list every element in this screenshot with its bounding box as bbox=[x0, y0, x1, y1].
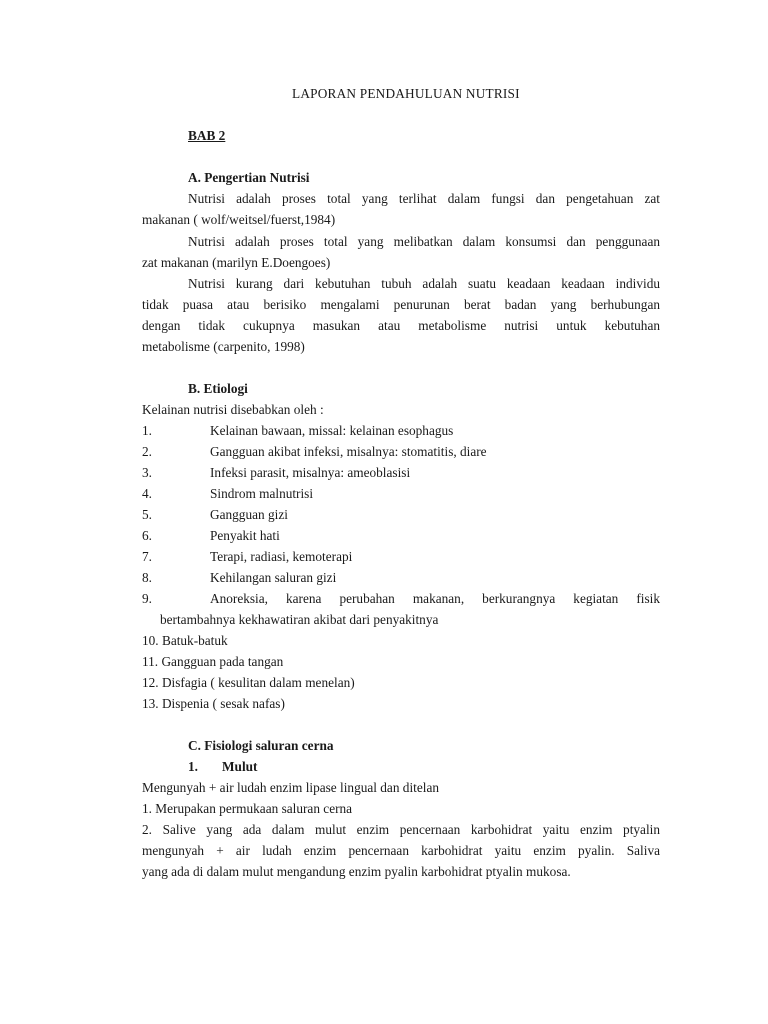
section-a-p1-line1: Nutrisi adalah proses total yang terlihat dalam fungsi dan pengetahuan zat bbox=[188, 191, 660, 206]
section-a-p3-line3: dengan tidak cukupnya masukan atau metabolisme nutrisi untuk kebutuhan bbox=[142, 318, 660, 333]
list-item-continuation: bertambahnya kekhawatiran akibat dari penyakitnya bbox=[160, 612, 439, 627]
list-item-number: 7. bbox=[142, 549, 152, 564]
list-item-number: 6. bbox=[142, 528, 152, 543]
section-a-p1-line2: makanan ( wolf/weitsel/fuerst,1984) bbox=[142, 212, 336, 227]
list-item-number: 8. bbox=[142, 570, 152, 585]
list-item-text: Penyakit hati bbox=[210, 528, 280, 543]
list-item-text: Sindrom malnutrisi bbox=[210, 486, 314, 501]
list-item-number: 3. bbox=[142, 465, 152, 480]
subsection-number: 1. bbox=[188, 759, 198, 774]
list-item-12: 12. Disfagia ( kesulitan dalam menelan) bbox=[142, 675, 355, 690]
section-b-intro: Kelainan nutrisi disebabkan oleh : bbox=[142, 402, 324, 417]
section-a-p2-line1: Nutrisi adalah proses total yang melibatkan dalam konsumsi dan penggunaan bbox=[188, 234, 660, 249]
section-a-p2-line2: zat makanan (marilyn E.Doengoes) bbox=[142, 255, 331, 270]
list-item-text: Anoreksia, karena perubahan makanan, berkurangnya kegiatan fisik bbox=[210, 591, 660, 606]
section-a-heading: A. Pengertian Nutrisi bbox=[188, 170, 310, 185]
list-item-text: Kehilangan saluran gizi bbox=[210, 570, 337, 585]
subsection-title: Mulut bbox=[222, 759, 258, 774]
list-item-text: Gangguan gizi bbox=[210, 507, 288, 522]
section-c-line3: 2. Salive yang ada dalam mulut enzim pencernaan karbohidrat yaitu enzim ptyalin bbox=[142, 822, 660, 837]
section-b-heading: B. Etiologi bbox=[188, 381, 248, 396]
list-item-number: 4. bbox=[142, 486, 152, 501]
section-a-p3-line2: tidak puasa atau berisiko mengalami penurunan berat badan yang berhubungan bbox=[142, 297, 660, 312]
section-c-line1: Mengunyah + air ludah enzim lipase lingual dan ditelan bbox=[142, 780, 439, 795]
list-item-text: Terapi, radiasi, kemoterapi bbox=[210, 549, 353, 564]
list-item-text: Infeksi parasit, misalnya: ameoblasisi bbox=[210, 465, 411, 480]
section-c-line5: yang ada di dalam mulut mengandung enzim pyalin karbohidrat ptyalin mukosa. bbox=[142, 864, 571, 879]
section-c-line2: 1. Merupakan permukaan saluran cerna bbox=[142, 801, 353, 816]
list-item-text: Kelainan bawaan, missal: kelainan esophagus bbox=[210, 423, 454, 438]
list-item-number: 2. bbox=[142, 444, 152, 459]
list-item-10: 10. Batuk-batuk bbox=[142, 633, 228, 648]
list-item-number: 1. bbox=[142, 423, 152, 438]
list-item-11: 11. Gangguan pada tangan bbox=[142, 654, 284, 669]
section-a-p3-line1: Nutrisi kurang dari kebutuhan tubuh adalah suatu keadaan keadaan individu bbox=[188, 276, 660, 291]
list-item-number: 9. bbox=[142, 591, 152, 606]
list-item-13: 13. Dispenia ( sesak nafas) bbox=[142, 696, 285, 711]
section-c-line4: mengunyah + air ludah enzim pencernaan karbohidrat yaitu enzim pyalin. Saliva bbox=[142, 843, 660, 858]
section-a-p3-line4: metabolisme (carpenito, 1998) bbox=[142, 339, 305, 354]
document-title: LAPORAN PENDAHULUAN NUTRISI bbox=[292, 86, 520, 101]
list-item-number: 5. bbox=[142, 507, 152, 522]
chapter-heading: BAB 2 bbox=[188, 128, 226, 143]
list-item-text: Gangguan akibat infeksi, misalnya: stomatitis, diare bbox=[210, 444, 487, 459]
section-c-heading: C. Fisiologi saluran cerna bbox=[188, 738, 334, 753]
